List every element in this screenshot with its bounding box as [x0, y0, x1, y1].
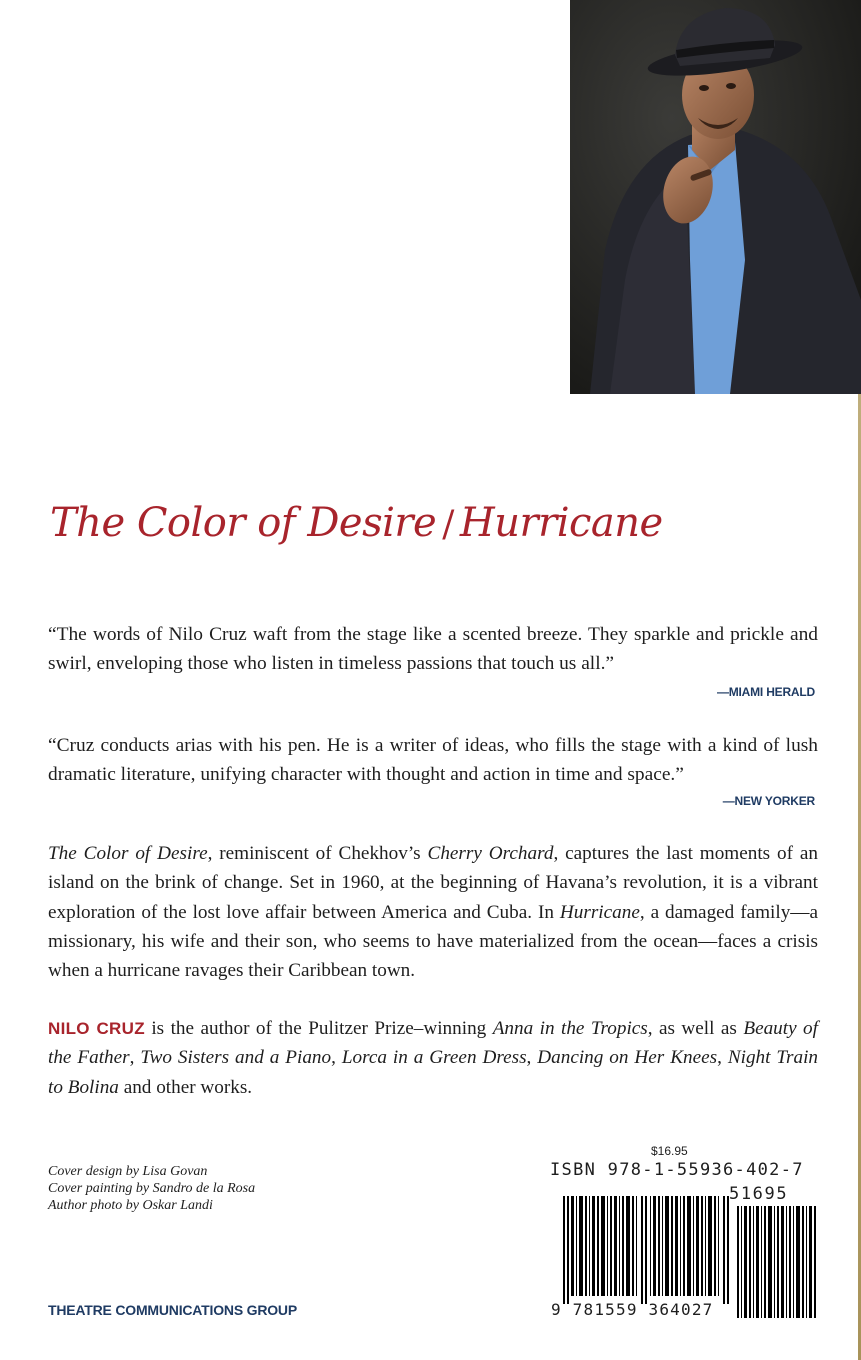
book-title: [50, 500, 830, 546]
author-name: NILO CRUZ: [48, 1019, 145, 1038]
credit-author-photo: Author photo by Oskar Landi: [48, 1198, 213, 1213]
isbn-text: ISBN 978-1-55936-402-7: [550, 1160, 804, 1180]
desc-title-2: Hurricane: [559, 901, 640, 923]
addon-code: 51695: [729, 1184, 789, 1204]
desc-text-3: , a damaged family—a missionary, his wife and their son, who seems to have materialized from the ocean—faces a crisis when a hurricane ravages their Caribbean town.: [48, 901, 818, 982]
desc-text-2: , captures the last moments of an island on the brink of change. Set in 1960, at the beginning of Havana’s revolution, it is a vibrant exploration of the lost love affair between America and Cuba. In: [48, 843, 818, 923]
main-barcode-bars: [563, 1196, 729, 1304]
desc-title-1: The Color of Desire: [48, 843, 208, 864]
bio-sep: ,: [331, 1047, 342, 1069]
book-description: [48, 839, 818, 985]
credit-cover-design: Cover design by Lisa Govan: [48, 1164, 208, 1179]
quote-new-yorker: “Cruz conducts arias with his pen. He is a writer of ideas, who fills the stage with a kind of lush dramatic literature, unifying character with thought and action in time and space.”: [48, 735, 818, 785]
addon-barcode-bars: [737, 1206, 819, 1318]
bio-text-2: , as well as: [647, 1018, 744, 1039]
quote-source-new-yorker: —NEW YORKER: [722, 794, 815, 808]
isbn-barcode: [545, 1144, 820, 1334]
author-photo: [570, 0, 861, 394]
author-bio: [48, 1014, 818, 1102]
title-separator: /: [442, 504, 454, 545]
desc-text-1: , reminiscent of Chekhov’s: [207, 843, 428, 864]
bio-work: Beauty of the Father: [48, 1018, 818, 1069]
bio-sep: ,: [526, 1047, 538, 1069]
title-part-1: The Color of Desire: [50, 500, 437, 546]
bio-work: Anna in the Tropics: [492, 1018, 648, 1039]
cover-credits: [48, 1163, 255, 1214]
bio-text-1: is the author of the Pulitzer Prize–winning: [144, 1018, 493, 1039]
title-part-2: Hurricane: [459, 500, 663, 546]
barcode-digits: 9 781559 364027: [551, 1300, 714, 1319]
price: $16.95: [651, 1144, 688, 1158]
bio-work: Night Train to Bolina: [48, 1047, 819, 1098]
bio-work: Two Sisters and a Piano: [140, 1047, 332, 1069]
bio-work: Lorca in a Green Dress: [341, 1047, 527, 1069]
desc-reference: Cherry Orchard: [427, 843, 554, 864]
bio-sep: ,: [129, 1047, 141, 1069]
bio-sep: ,: [717, 1047, 728, 1069]
quote-miami-herald: “The words of Nilo Cruz waft from the stage like a scented breeze. They sparkle and prickle and swirl, enveloping those who listen in timeless passions that touch us all.”: [48, 624, 818, 674]
bio-work: Dancing on Her Knees: [537, 1047, 718, 1069]
credit-cover-painting: Cover painting by Sandro de la Rosa: [48, 1181, 256, 1196]
quote-source-miami-herald: —MIAMI HERALD: [716, 685, 815, 699]
bio-text-3: and other works.: [118, 1076, 253, 1098]
publisher-name: THEATRE COMMUNICATIONS GROUP: [48, 1302, 297, 1318]
